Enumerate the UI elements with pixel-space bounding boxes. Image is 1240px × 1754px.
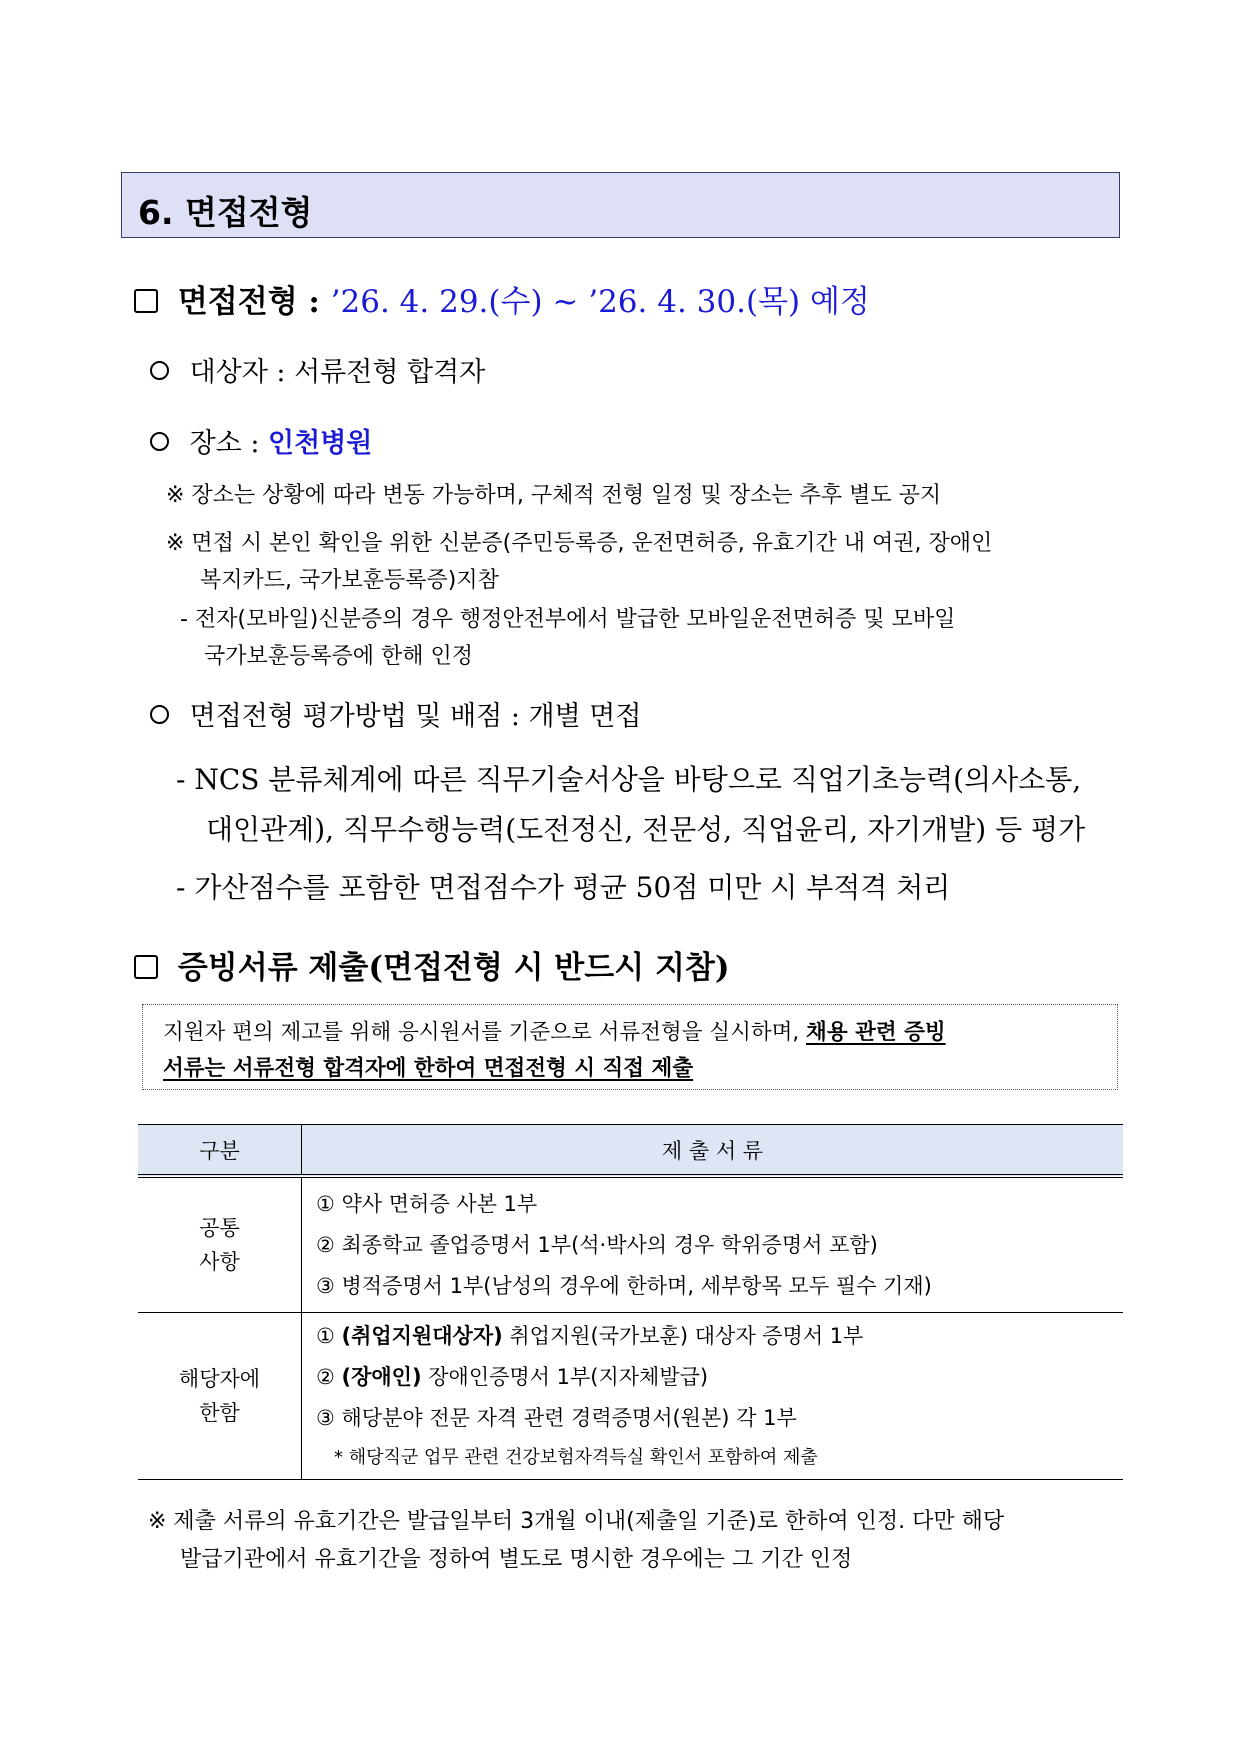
interview-label: 면접전형 : [177, 284, 331, 320]
evaluation-detail-1-line1: - NCS 분류체계에 따른 직무기술서상을 바탕으로 직업기초능력(의사소통, [176, 763, 1082, 796]
checkbox-square-icon [134, 955, 158, 979]
category-line2: 사항 [199, 1250, 240, 1274]
footnote-line1: ※ 제출 서류의 유효기간은 발급일부터 3개월 이내(제출일 기준)로 한하여 인정. 다만 해당 [148, 1509, 1005, 1534]
place-note-3-line1: - 전자(모바일)신분증의 경우 행정안전부에서 발급한 모바일운전면허증 및 모바일 [180, 607, 956, 632]
document-item: ① 약사 면허증 사본 1부 [316, 1191, 538, 1216]
category-line1: 해당자에 [178, 1367, 261, 1391]
category-line2: 한함 [199, 1401, 240, 1425]
circle-bullet-icon [150, 705, 169, 724]
section-title: 6. 면접전형 [138, 193, 313, 232]
circle-bullet-icon [150, 432, 169, 451]
place-note-1: ※ 장소는 상황에 따라 변동 가능하며, 구체적 전형 일정 및 장소는 추후 별도 공지 [166, 483, 942, 508]
place-note-2-line2: 복지카드, 국가보훈등록증)지참 [200, 568, 499, 593]
interview-schedule-line [134, 276, 870, 321]
table-row [138, 1176, 1123, 1313]
evaluation-text: 면접전형 평가방법 및 배점 : 개별 면접 [189, 701, 642, 732]
place-note-3-line2: 국가보훈등록증에 한해 인정 [204, 644, 474, 669]
place-line [150, 421, 372, 460]
category-line1: 공통 [199, 1216, 240, 1240]
category-cell [138, 1176, 302, 1313]
header-documents: 제 출 서 류 [302, 1125, 1124, 1177]
header-category: 구분 [138, 1125, 302, 1177]
footnote-line2: 발급기관에서 유효기간을 정하여 별도로 명시한 경우에는 그 기간 인정 [180, 1547, 853, 1572]
evaluation-detail-1-line2: 대인관계), 직무수행능력(도전정신, 전문성, 직업윤리, 자기개발) 등 평가 [206, 813, 1086, 846]
section-header [121, 172, 1120, 238]
document-item: ② 최종학교 졸업증명서 1부(석·박사의 경우 학위증명서 포함) [316, 1232, 878, 1257]
target-line [150, 350, 485, 389]
documents-heading-line [134, 942, 730, 987]
documents-cell [302, 1313, 1124, 1480]
notice-bold-text-2: 서류는 서류전형 합격자에 한하여 면접전형 시 직접 제출 [163, 1056, 694, 1081]
documents-notice-box [142, 1004, 1118, 1090]
circle-bullet-icon [150, 361, 169, 380]
document-item: ③ 병적증명서 1부(남성의 경우에 한하며, 세부항목 모두 필수 기재) [316, 1273, 932, 1298]
documents-table [138, 1124, 1123, 1480]
target-text: 대상자 : 서류전형 합격자 [189, 357, 486, 388]
document-item: ① (취업지원대상자) 취업지원(국가보훈) 대상자 증명서 1부 [316, 1323, 864, 1348]
notice-bold-text-1: 채용 관련 증빙 [806, 1020, 946, 1045]
category-cell [138, 1313, 302, 1480]
evaluation-detail-2: - 가산점수를 포함한 면접점수가 평균 50점 미만 시 부적격 처리 [176, 871, 951, 904]
place-value: 인천병원 [268, 428, 373, 459]
documents-cell [302, 1176, 1124, 1313]
interview-schedule: ’26. 4. 29.(수) ~ ’26. 4. 30.(목) 예정 [330, 284, 870, 320]
document-subnote: * 해당직군 업무 관련 건강보험자격득실 확인서 포함하여 제출 [334, 1446, 818, 1468]
place-label: 장소 : [189, 428, 269, 459]
documents-heading: 증빙서류 제출(면접전형 시 반드시 지참) [177, 950, 730, 986]
place-note-2-line1: ※ 면접 시 본인 확인을 위한 신분증(주민등록증, 운전면허증, 유효기간 내 여권, 장애인 [166, 531, 993, 556]
notice-line-2 [163, 1051, 693, 1082]
notice-line-1 [163, 1015, 946, 1046]
table-header-row [138, 1125, 1123, 1177]
table-row [138, 1313, 1123, 1480]
document-item: ② (장애인) 장애인증명서 1부(지자체발급) [316, 1364, 709, 1389]
evaluation-line [150, 694, 641, 733]
notice-plain-text: 지원자 편의 제고를 위해 응시원서를 기준으로 서류전형을 실시하며, [163, 1020, 807, 1045]
document-item: ③ 해당분야 전문 자격 관련 경력증명서(원본) 각 1부 [316, 1405, 797, 1430]
checkbox-square-icon [134, 289, 158, 313]
